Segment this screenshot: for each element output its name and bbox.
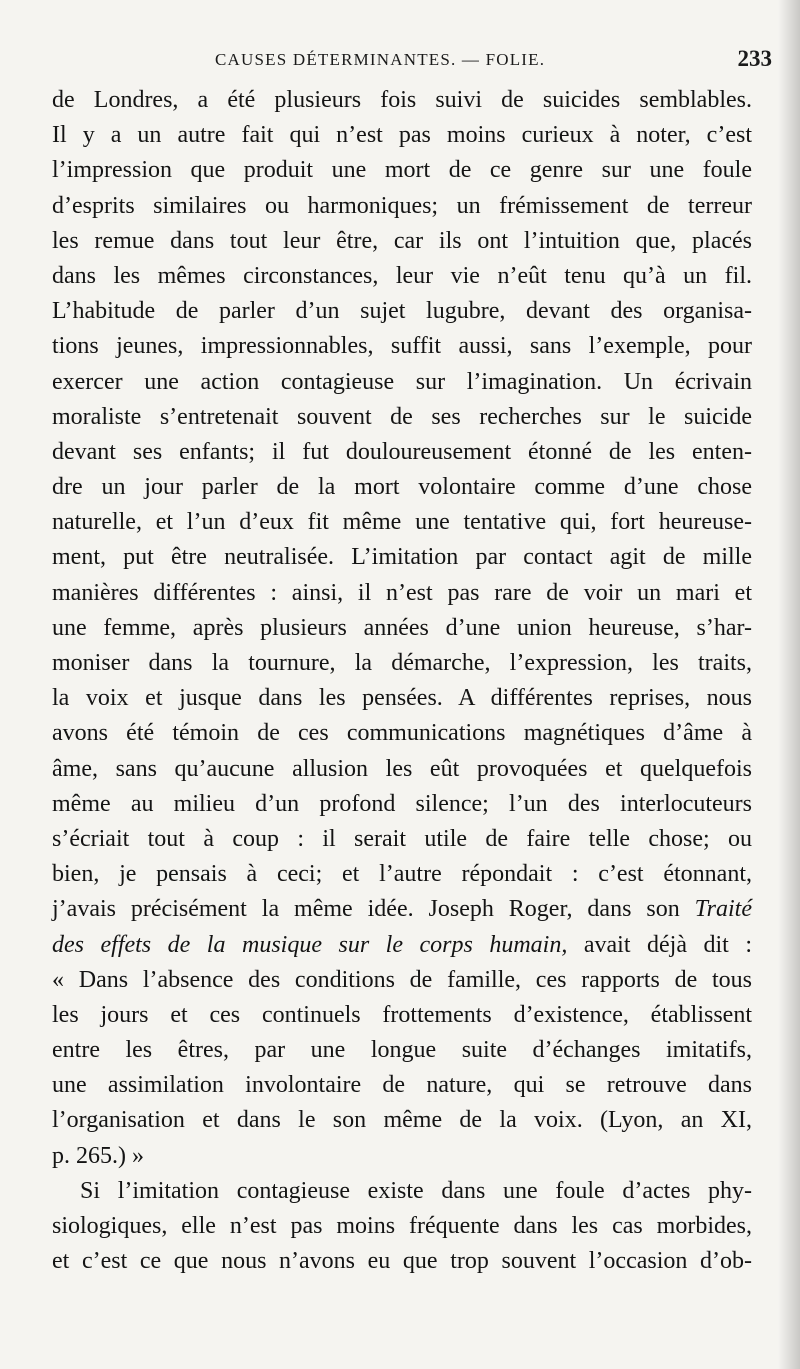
text-line: manières différentes : ainsi, il n’est pas rare de voir un mari et [52,579,752,606]
text-line: moniser dans la tournure, la démarche, l’expression, les traits, [52,650,752,676]
text-line [52,892,752,927]
text-run: avait déjà dit : [583,931,752,958]
page-header [52,46,772,76]
text-line: naturelle, et l’un d’eux fit même une tentative qui, fort heureuse- [52,509,752,536]
text-line: avons été témoin de ces communications magnétiques d’âme à [52,720,752,747]
text-line: même au milieu d’un profond silence; l’un des interlocuteurs [52,790,752,817]
text-line: une femme, après plusieurs années d’une union heureuse, s’har- [52,614,752,641]
text-line [52,928,752,963]
text-line: l’impression que produit une mort de ce genre sur une foule [52,157,752,184]
text-line: moraliste s’entretenait souvent de ses recherches sur le suicide [52,403,752,430]
text-line: ment, put être neutralisée. L’imitation par contact agit de mille [52,544,752,571]
text-line: d’esprits similaires ou harmoniques; un frémissement de terreur [52,192,752,219]
quote-line: p. 265.) » [52,1142,144,1169]
text-line: siologiques, elle n’est pas moins fréquente dans les cas morbides, [52,1213,752,1239]
text-line: la voix et jusque dans les pensées. A différentes reprises, nous [52,685,752,712]
text-line: dans les mêmes circonstances, leur vie n’eût tenu qu’à un fil. [52,262,752,289]
book-title-italic: Traité [694,896,752,923]
running-head: CAUSES DÉTERMINANTES. — FOLIE. [215,50,546,69]
quote-line: « Dans l’absence des conditions de famille, ces rapports de tous [52,966,752,993]
text-line: exercer une action contagieuse sur l’imagination. Un écrivain [52,368,752,395]
quote-line: une assimilation involontaire de nature, qui se retrouve dans [52,1072,752,1099]
book-title-italic: des effets de la musique sur le corps humain, [52,931,568,958]
text-line: Si l’imitation contagieuse existe dans une foule d’actes phy- [80,1177,752,1204]
quote-line: entre les êtres, par une longue suite d’échanges imitatifs, [52,1037,752,1064]
text-line: âme, sans qu’aucune allusion les eût provoquées et quelquefois [52,755,752,782]
text-line: dre un jour parler de la mort volontaire comme d’une chose [52,474,752,501]
text-line: L’habitude de parler d’un sujet lugubre, devant des organisa- [52,298,752,325]
text-line: devant ses enfants; il fut douloureusement étonné de les enten- [52,438,752,465]
text-line: s’écriait tout à coup : il serait utile de faire telle chose; ou [52,825,752,852]
page-edge-shadow [778,0,800,1369]
text-line: tions jeunes, impressionnables, suffit aussi, sans l’exemple, pour [52,333,752,360]
text-line: et c’est ce que nous n’avons eu que trop souvent l’occasion d’ob- [52,1248,752,1275]
page-number: 233 [737,46,772,71]
text-line: Il y a un autre fait qui n’est pas moins curieux à noter, c’est [52,122,752,149]
text-run: j’avais précisément la même idée. Joseph Roger, dans son [52,896,680,923]
body-text [52,83,752,1279]
text-line: les remue dans tout leur être, car ils ont l’intuition que, placés [52,227,752,254]
quote-line: les jours et ces continuels frottements d’existence, établissent [52,1001,752,1028]
quote-line: l’organisation et dans le son même de la voix. (Lyon, an XI, [52,1107,752,1134]
text-line: de Londres, a été plusieurs fois suivi de suicides semblables. [52,87,752,113]
text-line: bien, je pensais à ceci; et l’autre répondait : c’est étonnant, [52,861,752,888]
